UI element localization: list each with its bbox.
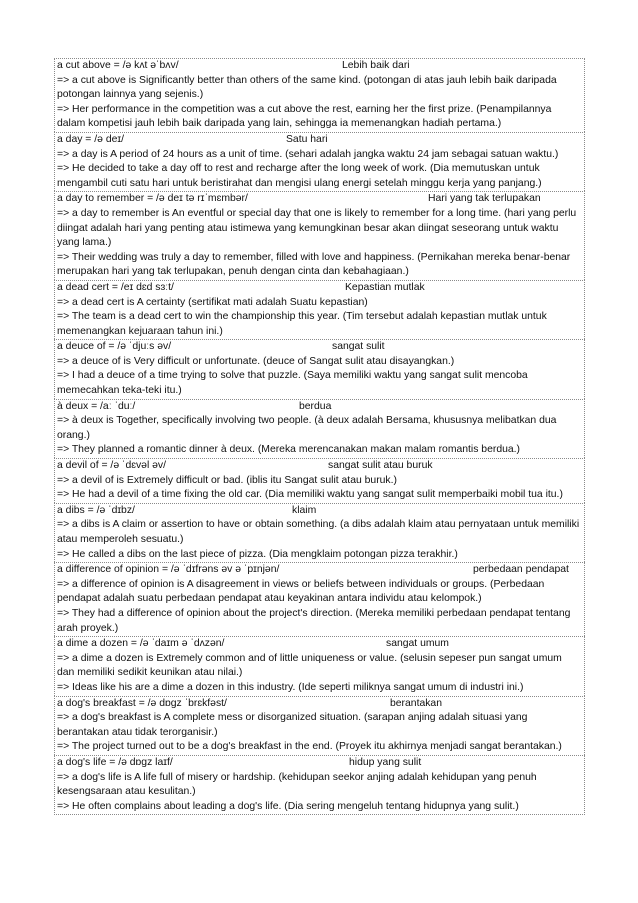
vocab-entry xyxy=(54,280,585,339)
entry-definition: => a dibs is A claim or assertion to have or obtain something. (a dibs adalah klaim atau pernyataan untuk memiliki atau memperoleh sesuatu.) xyxy=(57,519,580,545)
entry-definition: => a dead cert is A certainty (sertifikat mati adalah Suatu kepastian) xyxy=(57,296,368,308)
entry-example: => I had a deuce of a time trying to solve that puzzle. (Saya memiliki waktu yang sangat sulit mencoba memecahkan teka-teki itu.) xyxy=(57,370,528,397)
entry-example: => He often complains about leading a dog's life. (Dia sering mengeluh tentang hidupnya yang sulit.) xyxy=(57,800,519,812)
entry-definition: => a devil of is Extremely difficult or bad. (iblis itu Sangat sulit atau buruk.) xyxy=(57,474,397,486)
entry-example: => He called a dibs on the last piece of pizza. (Dia mengklaim potongan pizza terakhir.) xyxy=(57,548,458,560)
entry-meaning: Kepastian mutlak xyxy=(345,281,425,293)
entry-example: => They planned a romantic dinner à deux. (Mereka merencanakan makan malam romantis berdua.) xyxy=(57,444,521,456)
vocab-entry xyxy=(54,339,585,398)
entry-definition: => à deux is Together, specifically involving two people. (à deux adalah Bersama, khususnya melibatkan dua orang.) xyxy=(57,415,557,441)
entry-definition: => a day to remember is An eventful or special day that one is likely to remember for a long time. (hari yang perlu diingat adalah hari yang penting atau istimewa yang kemungkinan besar akan diingat seseorang untuk waktu yang lama.) xyxy=(57,207,577,249)
entry-header xyxy=(55,192,584,207)
entry-definition: => a cut above is Significantly better than others of the same kind. (potongan di atas jauh lebih baik daripada potongan lainnya yang sejenis.) xyxy=(57,74,557,101)
entry-header xyxy=(55,340,584,355)
entry-meaning: Satu hari xyxy=(286,133,328,145)
entry-term: a day = /ə deɪ/ xyxy=(57,133,124,145)
entry-example: => The project turned out to be a dog's breakfast in the end. (Proyek itu akhirnya menjadi sangat berantakan.) xyxy=(57,741,562,753)
entry-definition: => a dog's breakfast is A complete mess or disorganized situation. (sarapan anjing adalah situasi yang berantakan atau tidak terorganisir.) xyxy=(57,712,528,738)
entry-example: => They had a difference of opinion about the project's direction. (Mereka memiliki perbedaan pendapat tentang arah proyek.) xyxy=(57,607,571,634)
entry-example: => He decided to take a day off to rest and recharge after the long week of work. (Dia memutuskan untuk mengambil cuti satu hari untuk beristirahat dan mengisi ulang energi setelah minggu kerja yang panjang.) xyxy=(57,163,542,189)
entry-term: a dog's breakfast = /ə dɒɡz ˈbrɛkfəst/ xyxy=(57,697,227,709)
entry-meaning: berdua xyxy=(299,400,332,412)
entry-term: a cut above = /ə kʌt əˈbʌv/ xyxy=(57,60,179,71)
entry-header xyxy=(55,459,584,474)
vocab-entry xyxy=(54,58,585,132)
entry-header xyxy=(55,756,584,771)
vocab-entry xyxy=(54,562,585,636)
vocab-entry xyxy=(54,755,585,815)
entry-header xyxy=(55,281,584,296)
entry-term: a dead cert = /eɪ dɛd sɜːt/ xyxy=(57,281,174,293)
entry-meaning: sangat sulit atau buruk xyxy=(328,460,433,472)
entry-meaning: Lebih baik dari xyxy=(342,60,410,71)
entry-term: a devil of = /ə ˈdɛvəl əv/ xyxy=(57,460,167,472)
entry-meaning: klaim xyxy=(292,504,317,516)
entry-header xyxy=(55,563,584,578)
entry-term: a dime a dozen = /ə ˈdaɪm ə ˈdʌzən/ xyxy=(57,638,225,650)
entry-meaning: perbedaan pendapat xyxy=(473,564,569,576)
vocab-entry xyxy=(54,399,585,458)
entry-header xyxy=(55,504,584,519)
entry-term: a day to remember = /ə deɪ tə rɪˈmɛmbər/ xyxy=(57,193,248,205)
entry-meaning: sangat umum xyxy=(386,638,449,650)
entry-term: a difference of opinion = /ə ˈdɪfrəns əv ə ˈpɪnjən/ xyxy=(57,564,280,576)
entry-term: a deuce of = /ə ˈdjuːs əv/ xyxy=(57,341,172,353)
entry-meaning: hidup yang sulit xyxy=(349,756,422,768)
entry-term: a dibs = /ə ˈdɪbz/ xyxy=(57,504,135,516)
entry-header xyxy=(55,133,584,148)
entry-example: => Their wedding was truly a day to remember, filled with love and happiness. (Pernikahan mereka benar-benar merupakan hari yang tak terlupakan, penuh dengan cinta dan kebahagiaan.) xyxy=(57,251,571,278)
vocab-entry xyxy=(54,458,585,503)
vocab-entry xyxy=(54,132,585,191)
entry-term: à deux = /aː ˈduː/ xyxy=(57,400,136,412)
vocabulary-list xyxy=(54,58,585,815)
entry-definition: => a dog's life is A life full of misery or hardship. (kehidupan seekor anjing adalah kehidupan yang penuh kesengsaraan atau kesulitan.) xyxy=(57,771,537,798)
entry-definition: => a dime a dozen is Extremely common and of little uniqueness or value. (selusin sepeser pun sangat umum dan memiliki sedikit keunikan atau nilai.) xyxy=(57,652,562,679)
entry-example: => Ideas like his are a dime a dozen in this industry. (Ide seperti miliknya sangat umum di industri ini.) xyxy=(57,681,524,693)
entry-header xyxy=(55,637,584,652)
entry-header xyxy=(55,400,584,415)
vocab-entry xyxy=(54,191,585,280)
entry-example: => He had a devil of a time fixing the old car. (Dia memiliki waktu yang sangat sulit memperbaiki mobil tua itu.) xyxy=(57,489,563,501)
entry-definition: => a day is A period of 24 hours as a unit of time. (sehari adalah jangka waktu 24 jam sebagai satuan waktu.) xyxy=(57,148,559,160)
vocab-entry xyxy=(54,636,585,695)
entry-meaning: sangat sulit xyxy=(332,341,385,353)
entry-term: a dog's life = /ə dɒɡz laɪf/ xyxy=(57,756,173,768)
entry-header xyxy=(55,697,584,712)
vocab-entry xyxy=(54,503,585,562)
entry-definition: => a deuce of is Very difficult or unfortunate. (deuce of Sangat sulit atau disayangkan.) xyxy=(57,355,455,367)
entry-example: => Her performance in the competition was a cut above the rest, earning her the first prize. (Penampilannya dalam kompetisi jauh lebih baik daripada yang lain, sehingga ia memenangkan hadiah pertama.) xyxy=(57,103,552,130)
entry-example: => The team is a dead cert to win the championship this year. (Tim tersebut adalah kepastian mutlak untuk memenangkan kejuaraan tahun ini.) xyxy=(57,311,547,337)
entry-meaning: Hari yang tak terlupakan xyxy=(428,193,541,205)
vocab-entry xyxy=(54,696,585,755)
entry-header xyxy=(55,59,584,74)
entry-definition: => a difference of opinion is A disagreement in views or beliefs between individuals or groups. (Perbedaan pendapat adalah suatu perbedaan pendapat atau keyakinan antara individu atau kelompok.) xyxy=(57,578,545,605)
entry-meaning: berantakan xyxy=(390,697,442,709)
